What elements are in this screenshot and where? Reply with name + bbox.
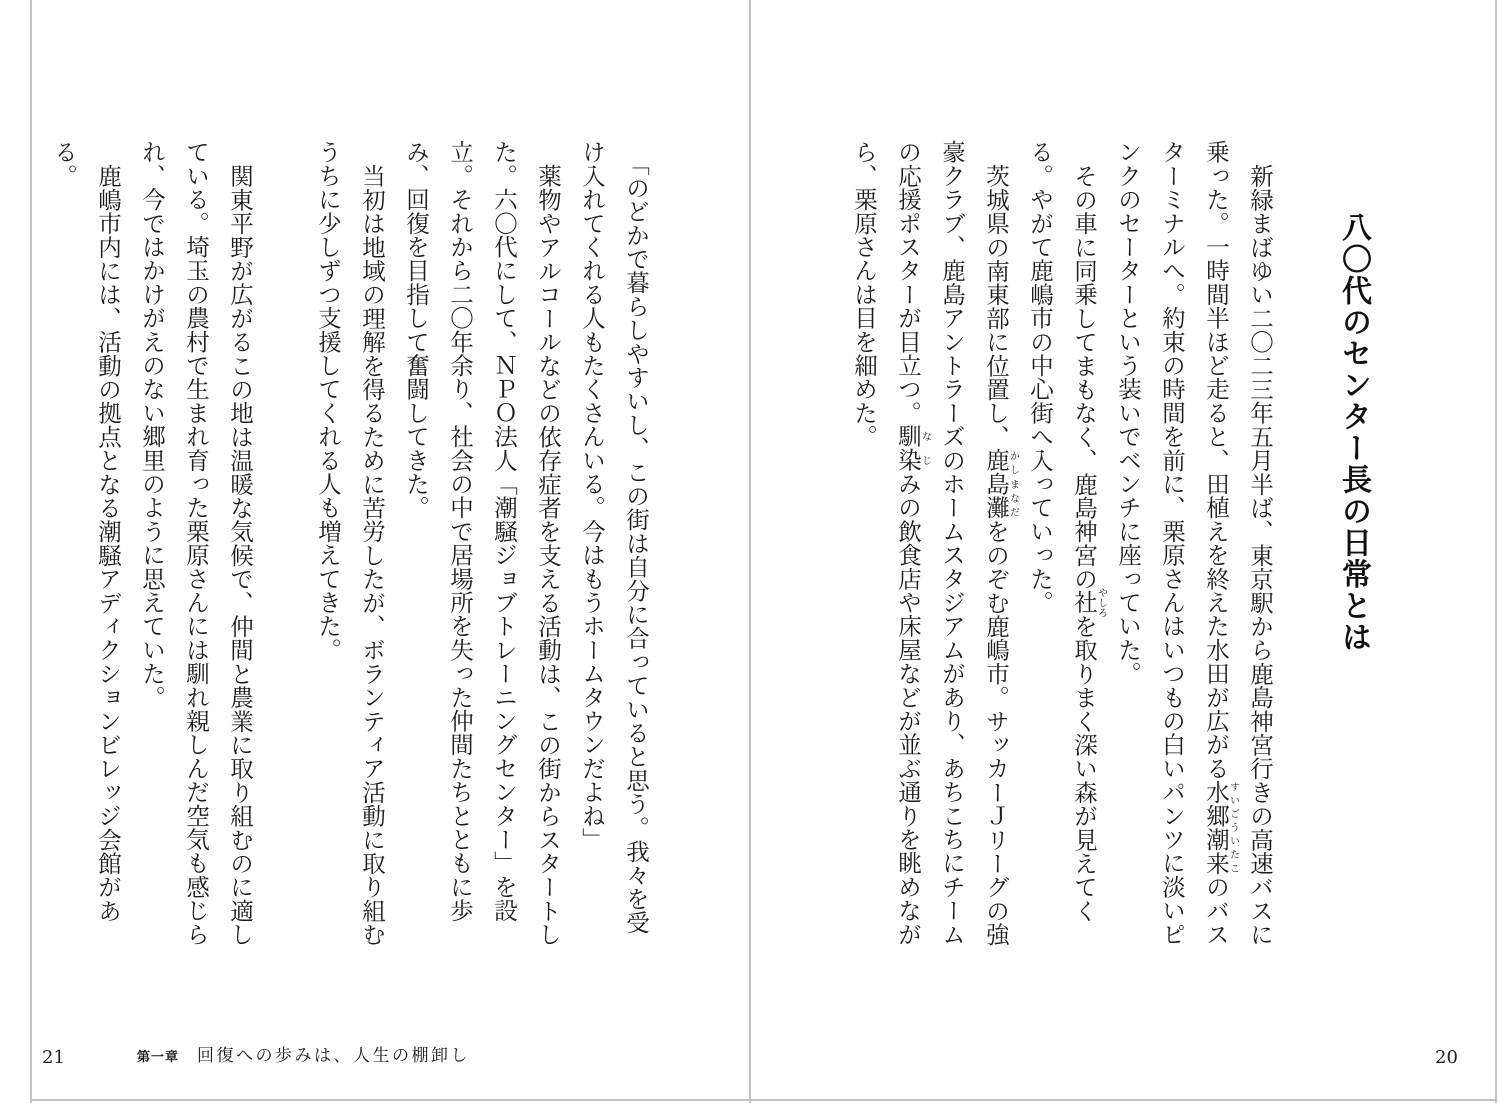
running-head-chapter-title: 回復への歩みは、人生の棚卸し [197,1046,470,1066]
paragraph: 関東平野が広がるこの地は温暖な気候で、仲間と農業に取り組むのに適している。埼玉の農村で生まれ育った栗原さんには馴れ親しんだ空気も感じられ、今ではかけがえのない郷里のように思えていた。 [138,140,254,946]
paragraph: 茨城県の南東部に位置し、鹿島灘かしまなだをのぞむ鹿嶋市。サッカーＪリーグの強豪クラブ、鹿島アントラーズのホームスタジアムがあり、あちこちにチームの応援ポスターが目立つ。馴染なじみの飲食店や床屋などが並ぶ通りを眺めながら、栗原さんは目を細めた。 [850,140,1019,946]
paragraph: 当初は地域の理解を得るために苦労したが、ボランティア活動に取り組むうちに少しずつ支援してくれる人も増えてきた。 [314,140,386,946]
chapter-heading: 八〇代のセンター長の日常とは [1336,212,1371,653]
page-edge-line-bottom [30,1099,1497,1101]
running-head-chapter-label: 第一章 [137,1050,180,1065]
left-page-body [42,140,658,952]
page-edge-line-left [30,0,32,1103]
paragraph: 新緑まばゆい二〇二三年五月半ば、東京駅から鹿島神宮行きの高速バスに乗った。一時間半ほど走ると、田植えを終えた水田が広がる水郷潮来すいごういたこのバスターミナルへ。約束の時間を前に、栗原さんはいつもの白いパンツに淡いピンクのセーターという装いでベンチに座っていた。 [1114,140,1274,946]
paragraph: その車に同乗してまもなく、鹿島神宮の社やしろを取りまく深い森が見えてくる。やがて鹿嶋市の中心街へ入っていった。 [1026,140,1107,922]
paragraph: 薬物やアルコールなどの依存症者を支える活動は、この街からスタートした。六〇代にして、ＮＰＯ法人「潮騒ジョブトレーニングセンター」を設立。それから二〇年余り、社会の中で居場所を失った仲間たちとともに歩み、回復を目指して奮闘してきた。 [402,140,562,946]
right-page-body [842,140,1282,952]
page-gutter-line [749,0,751,1103]
page-number-right: 20 [1435,1047,1458,1068]
paragraph-quote: 「のどかで暮らしやすいし、この街は自分に合っていると思う。我々を受け入れてくれる人もたくさんいる。今はもうホームタウンだよね」 [578,140,650,934]
page-number-left: 21 [42,1047,65,1068]
paragraph: 鹿嶋市内には、活動の拠点となる潮騒アディクションビレッジ会館がある。 [50,140,122,922]
page-edge-line-right [1495,0,1497,1103]
